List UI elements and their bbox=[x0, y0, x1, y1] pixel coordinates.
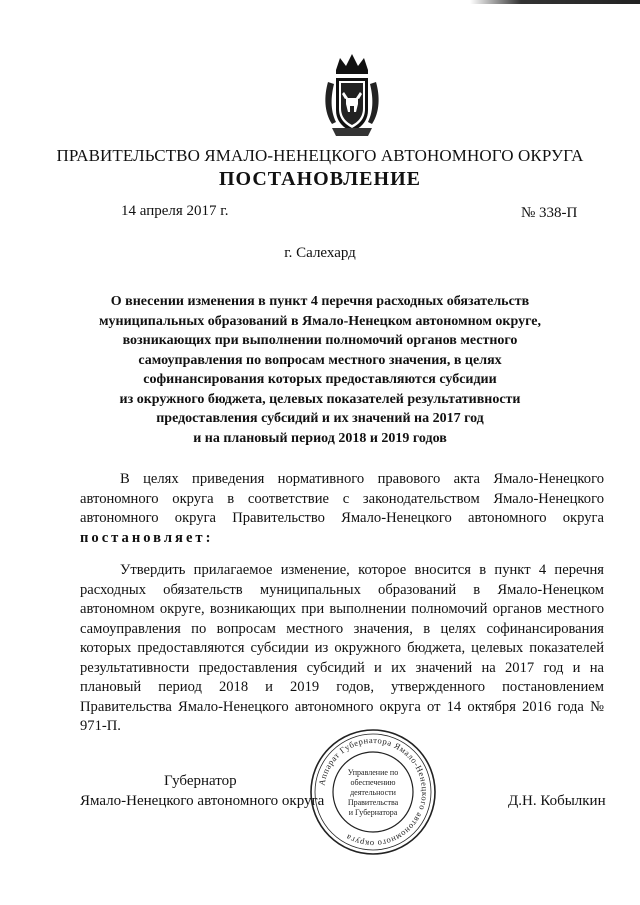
stamp-line: деятельности bbox=[350, 788, 396, 797]
document-type: ПОСТАНОВЛЕНИЕ bbox=[219, 168, 421, 190]
resolution-paragraph: Утвердить прилагаемое изменение, которое вносится в пункт 4 перечня расходных обязательств муниципальных образований в Ямало-Ненецком автономном округе, возникающих при выполнении полномочий органов местного самоуправления по вопросам местного значения, в целях софинансирования которых предоставляются субсидии из окружного бюджета, целевых показателей результативности предоставления субсидий и их значений на 2017 год и на плановый период 2018 и 2019 годов, утвержденного постановлением Правительства Ямало-Ненецкого автономного округа от 14 октября 2016 года № 971-П. bbox=[80, 562, 604, 734]
heading-line: софинансирования которых предоставляются субсидии bbox=[143, 372, 497, 387]
heading-line: возникающих при выполнении полномочий органов местного bbox=[122, 333, 518, 348]
official-stamp bbox=[308, 727, 438, 857]
heading-line: О внесении изменения в пункт 4 перечня расходных обязательств bbox=[110, 294, 530, 309]
document-city: г. Салехард bbox=[284, 245, 356, 261]
heading-line: муниципальных образований в Ямало-Ненецком автономном округе, bbox=[99, 313, 541, 329]
signatory-title: Губернатор bbox=[164, 773, 237, 789]
signatory-region: Ямало-Ненецкого автономного округа bbox=[80, 793, 325, 809]
stamp-line: и Губернатора bbox=[348, 808, 398, 817]
signatory-name: Д.Н. Кобылкин bbox=[508, 793, 606, 809]
preamble-text: В целях приведения нормативного правового акта Ямало-Ненецкого автономного округа в соответствие с законодательством Ямало-Ненецкого автономного округа Правительство Ямало-Ненецкого автономного округа bbox=[80, 471, 604, 526]
preamble-paragraph bbox=[80, 470, 604, 548]
coat-of-arms-emblem bbox=[322, 52, 382, 138]
heading-line: предоставления субсидий и их значений на 2017 год bbox=[156, 411, 484, 426]
decree-word: постановляет: bbox=[80, 529, 214, 546]
stamp-line: Правительства bbox=[347, 798, 399, 807]
heading-line: самоуправления по вопросам местного значения, в целях bbox=[138, 352, 502, 368]
stamp-ring-text: Аппарат Губернатора Ямало-Ненецкого автономного округа bbox=[316, 734, 431, 850]
scan-edge-mark bbox=[470, 0, 640, 4]
stamp-line: обеспечению bbox=[350, 778, 396, 787]
heading-line: и на плановый период 2018 и 2019 годов bbox=[193, 430, 447, 446]
stamp-line: Управление по bbox=[347, 768, 399, 777]
stamp-center-text bbox=[348, 768, 399, 817]
heading-line: из окружного бюджета, целевых показателей результативности bbox=[119, 391, 521, 407]
document-date: 14 апреля 2017 г. bbox=[121, 203, 229, 219]
document-number: № 338-П bbox=[521, 205, 578, 221]
government-title: ПРАВИТЕЛЬСТВО ЯМАЛО-НЕНЕЦКОГО АВТОНОМНОГО ОКРУГА bbox=[56, 146, 584, 165]
document-heading bbox=[80, 292, 560, 448]
